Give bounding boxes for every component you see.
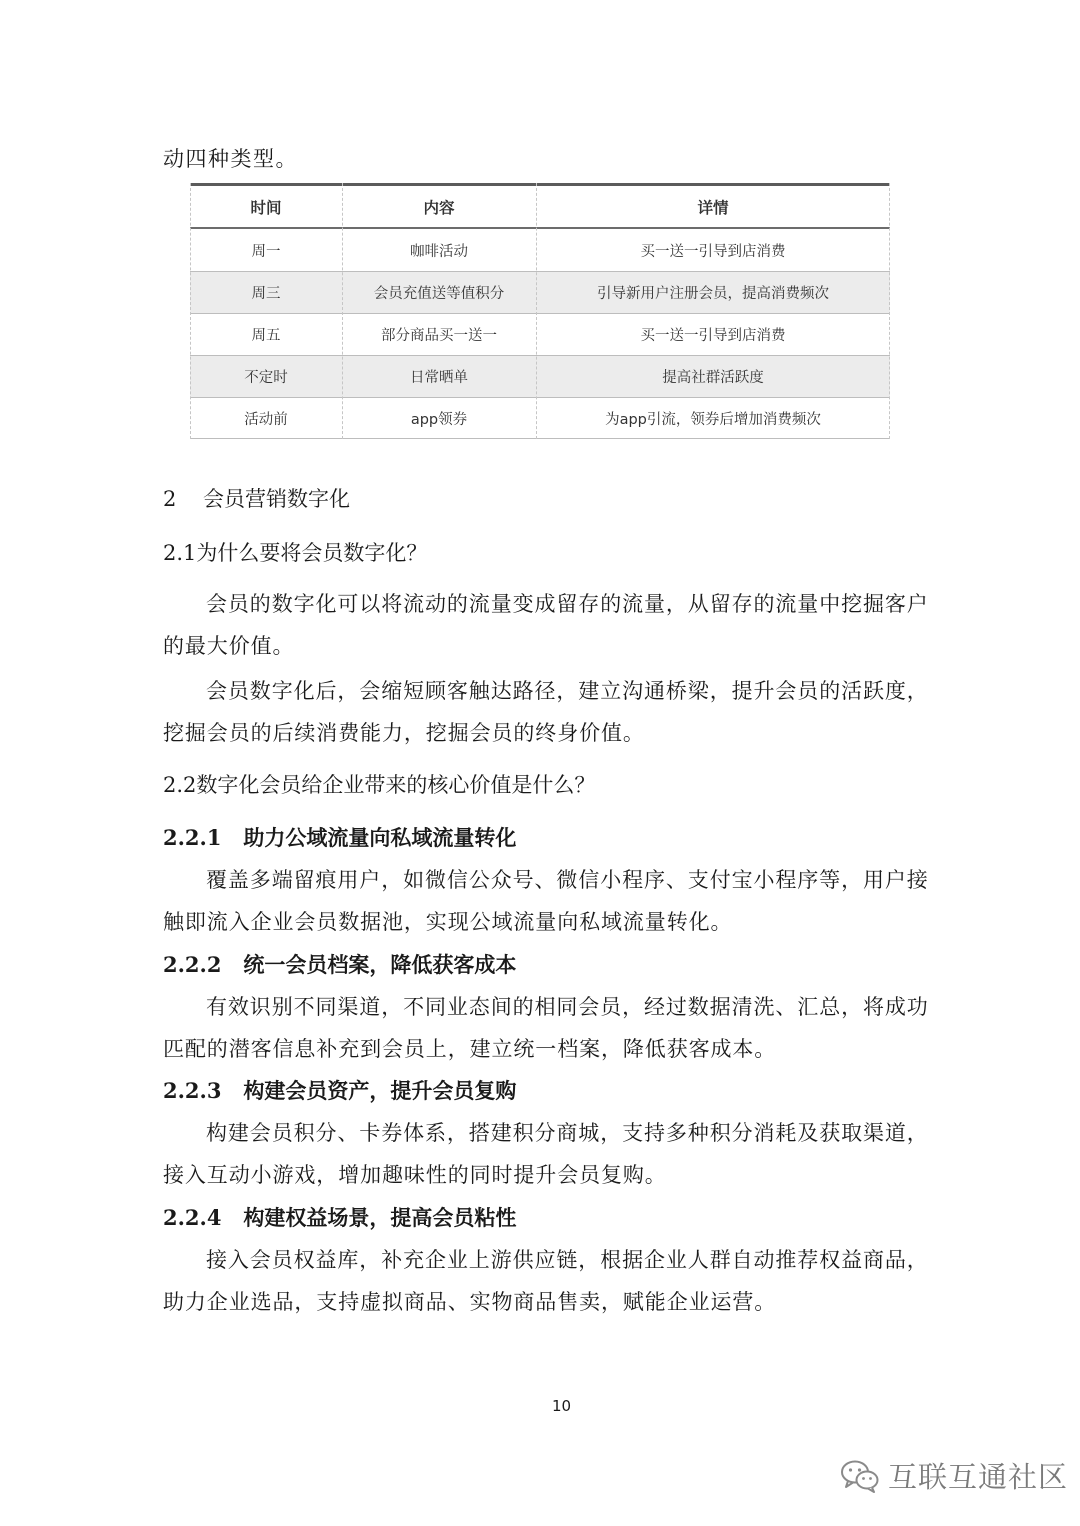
cell-time: 活动前 (244, 411, 288, 428)
activity-table (190, 183, 890, 439)
paragraph-line: 构建会员积分、卡券体系，搭建积分商城，支持多种积分消耗及获取渠道， (206, 1121, 929, 1145)
heading-2-2-1: 2.2.1 助力公域流量向私域流量转化 (163, 825, 517, 850)
cell-content: 会员充值送等值积分 (373, 285, 505, 302)
table-row (190, 397, 890, 439)
intro-fragment: 动四种类型。 (163, 147, 298, 171)
header-details: 详情 (697, 198, 729, 217)
paragraph-line: 接入会员权益库，补充企业上游供应链，根据企业人群自动推荐权益商品， (206, 1248, 929, 1272)
paragraph-line: 会员数字化后，会缩短顾客触达路径，建立沟通桥梁，提升会员的活跃度， (206, 679, 929, 703)
table-row (190, 271, 890, 313)
cell-time: 周五 (251, 327, 281, 344)
cell-content: app领券 (410, 411, 468, 428)
subsection-title: 2.2数字化会员给企业带来的核心价值是什么？ (163, 773, 596, 797)
cell-details: 引导新用户注册会员，提高消费频次 (597, 285, 829, 302)
paragraph-line: 匹配的潜客信息补充到会员上，建立统一档案，降低获客成本。 (163, 1037, 777, 1061)
table-row (190, 229, 890, 271)
table-row (190, 355, 890, 397)
paragraph-line: 有效识别不同渠道，不同业态间的相同会员，经过数据清洗、汇总，将成功 (206, 995, 929, 1019)
heading-2-2-2: 2.2.2 统一会员档案，降低获客成本 (163, 952, 517, 977)
paragraph-line: 覆盖多端留痕用户，如微信公众号、微信小程序、支付宝小程序等，用户接 (206, 868, 929, 892)
cell-content: 部分商品买一送一 (381, 327, 497, 344)
cell-time: 不定时 (244, 369, 288, 386)
heading-2-2-3: 2.2.3 构建会员资产，提升会员复购 (163, 1078, 517, 1103)
cell-content: 咖啡活动 (410, 243, 468, 260)
watermark (840, 1455, 1068, 1496)
header-time: 时间 (250, 198, 282, 217)
paragraph-line: 助力企业选品，支持虚拟商品、实物商品售卖，赋能企业运营。 (163, 1290, 777, 1314)
cell-details: 买一送一引导到店消费 (640, 243, 786, 260)
paragraph-line: 接入互动小游戏，增加趣味性的同时提升会员复购。 (163, 1163, 667, 1187)
cell-content: 日常晒单 (410, 369, 468, 386)
page-number: 10 (552, 1397, 572, 1415)
watermark-text: 互联互通社区 (888, 1460, 1069, 1494)
section-title: 2 会员营销数字化 (163, 487, 351, 511)
paragraph-line: 会员的数字化可以将流动的流量变成留存的流量，从留存的流量中挖掘客户 (206, 592, 929, 616)
subsection-title: 2.1为什么要将会员数字化？ (163, 541, 428, 565)
header-content: 内容 (423, 198, 455, 217)
paragraph-line: 触即流入企业会员数据池，实现公域流量向私域流量转化。 (163, 910, 733, 934)
table-row (190, 313, 890, 355)
cell-details: 提高社群活跃度 (662, 369, 764, 386)
heading-2-2-4: 2.2.4 构建权益场景，提高会员粘性 (163, 1205, 517, 1230)
cell-details: 为app引流，领券后增加消费频次 (605, 411, 821, 428)
cell-time: 周三 (251, 285, 281, 302)
cell-time: 周一 (251, 243, 281, 260)
table-header-row (190, 186, 890, 227)
paragraph-line: 挖掘会员的后续消费能力，挖掘会员的终身价值。 (163, 721, 645, 745)
paragraph-line: 的最大价值。 (163, 634, 295, 658)
wechat-icon (840, 1459, 880, 1493)
cell-details: 买一送一引导到店消费 (640, 327, 786, 344)
